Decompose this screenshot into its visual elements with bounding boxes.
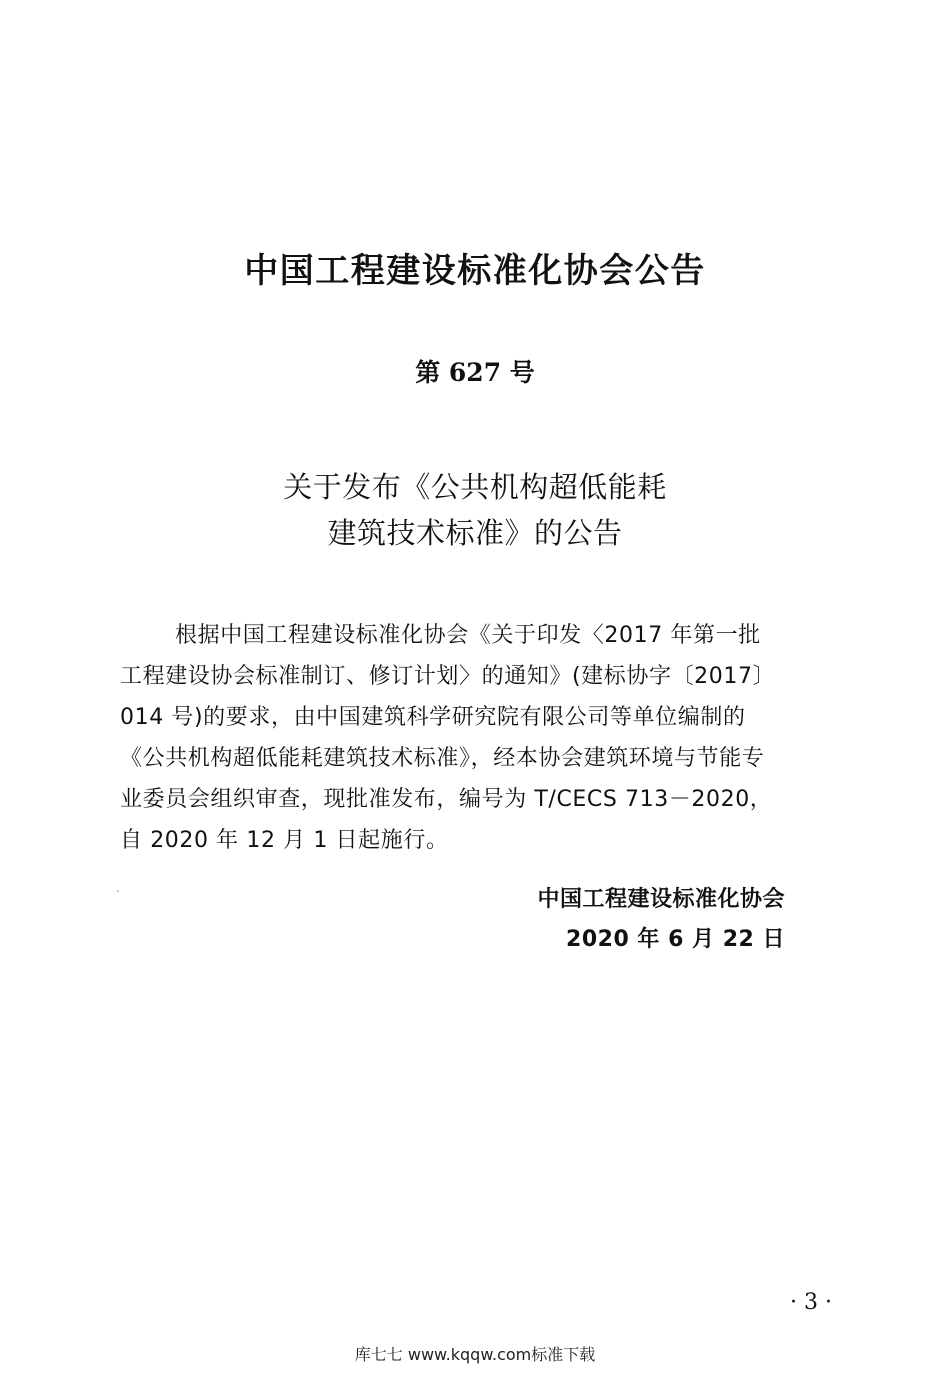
body-line: 014 号)的要求，由中国建筑科学研究院有限公司等单位编制的 bbox=[120, 705, 746, 730]
announcement-number: 第 627 号 bbox=[415, 358, 535, 387]
signature-organization: 中国工程建设标准化协会 bbox=[537, 887, 785, 912]
body-line: 根据中国工程建设标准化协会《关于印发〈2017 年第一批 bbox=[175, 623, 761, 648]
download-watermark: 库七七 www.kqqw.com标准下载 bbox=[354, 1345, 596, 1364]
subject-line-1: 关于发布《公共机构超低能耗 bbox=[283, 470, 667, 504]
body-line: 工程建设协会标准制订、修订计划〉的通知》(建标协字〔2017〕 bbox=[120, 664, 776, 689]
signature-block bbox=[537, 880, 785, 960]
body-line: 《公共机构超低能耗建筑技术标准》，经本协会建筑环境与节能专 bbox=[120, 746, 765, 771]
body-line: 业委员会组织审查，现批准发布，编号为 T/CECS 713－2020， bbox=[120, 787, 773, 812]
body-line: 自 2020 年 12 月 1 日起施行。 bbox=[120, 828, 449, 853]
announcement-title: 中国工程建设标准化协会公告 bbox=[244, 251, 706, 291]
announcement-subject bbox=[0, 464, 950, 556]
scan-speck bbox=[117, 890, 119, 892]
subject-line-2: 建筑技术标准》的公告 bbox=[327, 516, 623, 550]
signature-date: 2020 年 6 月 22 日 bbox=[566, 927, 785, 952]
page-number: · 3 · bbox=[790, 1290, 832, 1315]
announcement-body bbox=[120, 615, 832, 861]
